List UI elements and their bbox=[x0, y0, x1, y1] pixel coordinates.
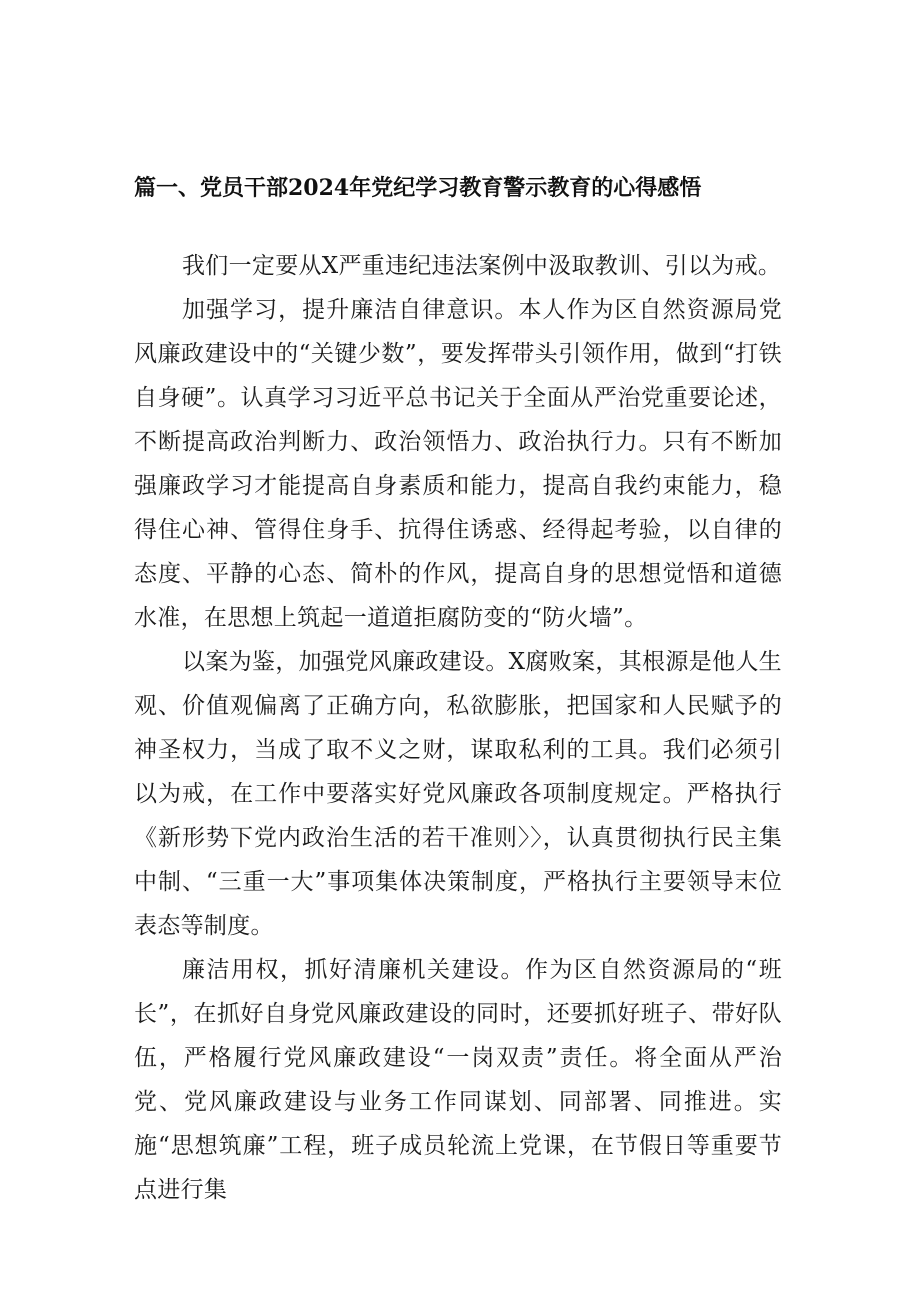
document-body bbox=[134, 244, 782, 1212]
paragraph-1: 我们一定要从X严重违纪违法案例中汲取教训、引以为戒。 bbox=[182, 253, 782, 279]
document-title: 篇一、党员干部2024年党纪学习教育警示教育的心得感悟 bbox=[134, 175, 702, 201]
paragraph-4: 廉洁用权，抓好清廉机关建设。作为区自然资源局的“班长”，在抓好自身党风廉政建设的同时，还要抓好班子、带好队伍，严格履行党风廉政建设“一岗双责”责任。将全面从严治党、党风廉政建设与业务工作同谋划、同部署、同推进。实施“思想筑廉”工程，班子成员轮流上党课，在节假日等重要节点进行集 bbox=[134, 957, 782, 1203]
paragraph-3: 以案为鉴，加强党风廉政建设。X腐败案，其根源是他人生观、价值观偏离了正确方向，私欲膨胀，把国家和人民赋予的神圣权力，当成了取不义之财，谋取私利的工具。我们必须引以为戒，在工作中要落实好党风廉政各项制度规定。严格执行《新形势下党内政治生活的若干准则〉〉，认真贯彻执行民主集中制、“三重一大”事项集体决策制度，严格执行主要领导末位表态等制度。 bbox=[134, 649, 782, 939]
paragraph-2: 加强学习，提升廉洁自律意识。本人作为区自然资源局党风廉政建设中的“关键少数”，要发挥带头引领作用，做到“打铁自身硬”。认真学习习近平总书记关于全面从严治党重要论述，不断提高政治判断力、政治领悟力、政治执行力。只有不断加强廉政学习才能提高自身素质和能力，提高自我约束能力，稳得住心神、管得住身手、抗得住诱惑、经得起考验，以自律的态度、平静的心态、简朴的作风，提高自身的思想觉悟和道德水准，在思想上筑起一道道拒腐防变的“防火墙”。 bbox=[134, 297, 782, 631]
